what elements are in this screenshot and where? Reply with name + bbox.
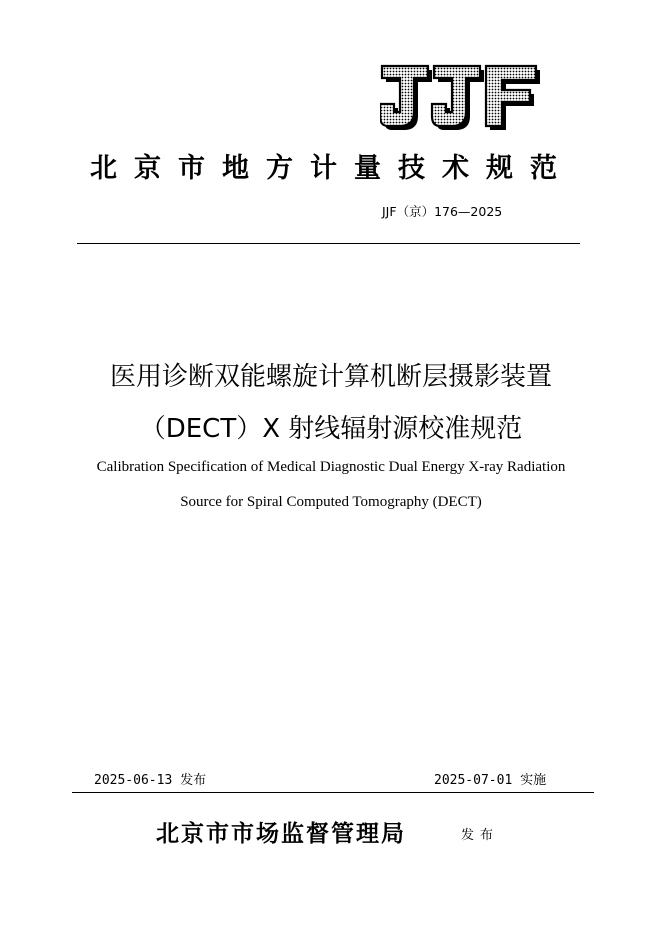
title-cn-line2: （DECT）X 射线辐射源校准规范 bbox=[139, 414, 523, 444]
jjf-logo bbox=[380, 64, 544, 132]
footer-divider bbox=[72, 792, 594, 793]
issuer-action: 发布 bbox=[461, 828, 500, 843]
header-divider bbox=[77, 243, 580, 244]
issuer-name: 北京市市场监督管理局 bbox=[156, 820, 406, 847]
effective-date: 2025-07-01 实施 bbox=[434, 773, 547, 788]
title-en-line2: Source for Spiral Computed Tomography (DECT) bbox=[180, 494, 482, 510]
title-en-line1: Calibration Specification of Medical Diagnostic Dual Energy X-ray Radiation bbox=[96, 459, 566, 475]
title-cn-line1: 医用诊断双能螺旋计算机断层摄影装置 bbox=[109, 362, 552, 392]
org-title: 北京市地方计量技术规范 bbox=[90, 153, 574, 184]
release-date: 2025-06-13 发布 bbox=[94, 773, 207, 788]
standard-code: JJF（京）176—2025 bbox=[382, 204, 503, 219]
